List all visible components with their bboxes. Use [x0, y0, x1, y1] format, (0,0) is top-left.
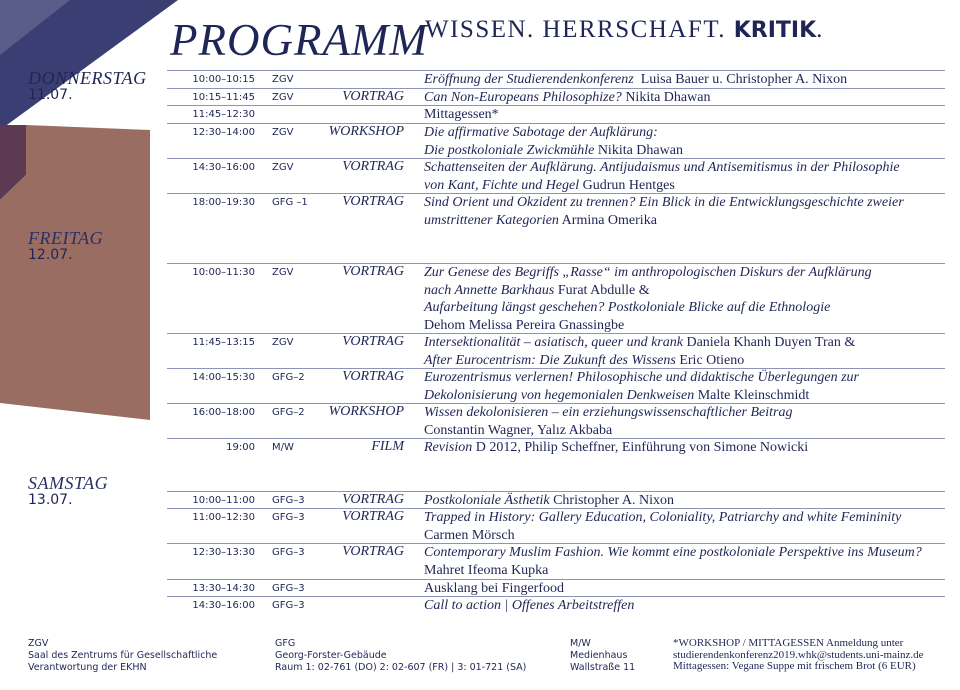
footer-line: M/W	[570, 638, 591, 649]
schedule-row	[167, 333, 945, 368]
content-line	[424, 282, 872, 300]
content-line	[424, 527, 901, 545]
footer-line: Medienhaus	[570, 650, 628, 661]
schedule-row	[167, 579, 945, 597]
footer-line: Saal des Zentrums für Gesellschaftliche	[28, 650, 218, 661]
row-type: WORKSHOP	[328, 404, 404, 419]
row-type: VORTRAG	[342, 194, 404, 209]
content-line	[424, 544, 922, 562]
speaker-text: Malte Kleinschmidt	[694, 387, 810, 403]
page-tagline	[425, 16, 824, 44]
content-line	[424, 387, 859, 405]
footer-line: Wallstraße 11	[570, 662, 636, 673]
talk-title: umstrittener Kategorien	[424, 212, 559, 228]
talk-title: Revision	[424, 440, 473, 455]
speaker-text: Carmen Mörsch	[424, 527, 515, 543]
footer-line: GFG	[275, 638, 296, 649]
content-line	[424, 439, 808, 457]
decorative-shapes	[0, 0, 180, 430]
row-location: GFG–3	[272, 512, 305, 523]
speaker-text: Gudrun Hentges	[579, 177, 675, 193]
row-type: VORTRAG	[342, 159, 404, 174]
schedule-row	[167, 543, 945, 578]
content-line	[424, 580, 564, 598]
content-line	[424, 177, 900, 195]
row-time: 18:00–19:30	[192, 197, 255, 208]
footer-line: ZGV	[28, 638, 49, 649]
speaker-text: Dehom Melissa Pereira Gnassingbe	[424, 317, 625, 333]
row-time: 11:00–12:30	[192, 512, 255, 523]
content-line	[424, 194, 904, 212]
schedule-row	[167, 70, 945, 88]
talk-title: Trapped in History: Gallery Education, Coloniality, Patriarchy and white Femininity	[424, 510, 902, 525]
row-type: VORTRAG	[342, 369, 404, 384]
talk-title: Dekolonisierung von hegemonialen Denkweisen	[424, 387, 695, 403]
tagline-brand: KRITIK	[733, 18, 817, 43]
row-content	[424, 124, 683, 159]
footer-line: *WORKSHOP / MITTAGESSEN Anmeldung unter	[673, 637, 904, 649]
row-time: 12:30–14:00	[192, 127, 255, 138]
content-line	[424, 404, 792, 422]
talk-title: Contemporary Muslim Fashion. Wie kommt eine postkoloniale Perspektive ins Museum?	[424, 545, 922, 560]
row-time: 10:00–11:00	[192, 495, 255, 506]
row-location: GFG–2	[272, 372, 305, 383]
row-location: GFG–3	[272, 495, 305, 506]
footer-line: Raum 1: 02-761 (DO) 2: 02-607 (FR) | 3: 01-721 (SA)	[275, 662, 527, 673]
row-type: VORTRAG	[342, 509, 404, 524]
row-content	[424, 439, 808, 457]
speaker-text: D 2012, Philip Scheffner, Einführung von Simone Nowicki	[472, 440, 809, 455]
schedule-row	[167, 596, 945, 614]
talk-title: nach Annette Barkhaus	[424, 282, 555, 298]
row-location: GFG–2	[272, 407, 305, 418]
row-content	[424, 509, 901, 544]
row-type: VORTRAG	[342, 334, 404, 349]
row-location: ZGV	[272, 92, 294, 103]
row-time: 19:00	[226, 442, 255, 453]
speaker-text: Constantin Wagner, Yalız Akbaba	[424, 422, 613, 438]
row-content	[424, 264, 872, 334]
talk-title: von Kant, Fichte und Hegel	[424, 177, 580, 193]
speaker-text: Eric Otieno	[675, 352, 745, 368]
day-date: 13.07.	[28, 492, 73, 508]
content-line	[424, 142, 683, 160]
talk-title: Wissen dekolonisieren – ein erziehungswissenschaftlicher Beitrag	[424, 405, 793, 420]
talk-title: Die affirmative Sabotage der Aufklärung:	[424, 125, 658, 140]
footer-line: studierendenkonferenz2019.whk@students.uni-mainz.de	[673, 648, 924, 661]
day-name: FREITAG	[28, 228, 104, 248]
row-time: 11:45–13:15	[192, 337, 255, 348]
day-date: 11.07.	[28, 87, 73, 103]
tagline-text: WISSEN. HERRSCHAFT.	[425, 16, 726, 43]
row-content	[424, 194, 904, 229]
row-content	[424, 580, 564, 598]
footer-note	[673, 638, 924, 673]
content-line	[424, 264, 872, 282]
talk-title: Eurozentrismus verlernen! Philosophische und didaktische Überlegungen zur	[424, 370, 859, 385]
page-title: PROGRAMM	[170, 15, 428, 65]
content-line	[424, 597, 634, 615]
speaker-text: Christopher A. Nixon	[549, 493, 675, 508]
row-content	[424, 597, 634, 615]
footer-line: Mittagessen: Vegane Suppe mit frischem Brot (6 EUR)	[673, 660, 916, 672]
talk-title: Zur Genese des Begriffs „Rasse“ im anthropologischen Diskurs der Aufklärung	[424, 265, 872, 280]
row-location: ZGV	[272, 337, 294, 348]
row-location: ZGV	[272, 74, 294, 85]
row-content	[424, 159, 900, 194]
speaker-text: Nikita Dhawan	[594, 142, 683, 158]
row-type: VORTRAG	[342, 544, 404, 559]
content-line	[424, 89, 710, 107]
row-time: 14:30–16:00	[192, 162, 255, 173]
row-type: VORTRAG	[342, 492, 404, 507]
talk-title: Postkoloniale Ästhetik	[424, 493, 550, 508]
row-time: 14:00–15:30	[192, 372, 255, 383]
row-time: 13:30–14:30	[192, 583, 255, 594]
row-time: 10:00–10:15	[192, 74, 255, 85]
content-line	[424, 352, 855, 370]
speaker-text: Nikita Dhawan	[621, 90, 711, 105]
talk-title: After Eurocentrism: Die Zukunft des Wissens	[424, 352, 676, 368]
content-line	[424, 317, 872, 335]
row-time: 10:15–11:45	[192, 92, 255, 103]
row-type: VORTRAG	[342, 89, 404, 104]
footer-line: Verantwortung der EKHN	[28, 662, 147, 673]
row-location: ZGV	[272, 162, 294, 173]
row-location: GFG–3	[272, 583, 305, 594]
content-line	[424, 71, 847, 89]
day-label-saturday	[28, 473, 108, 508]
day-label-thursday	[28, 68, 147, 103]
talk-title: Aufarbeitung längst geschehen? Postkoloniale Blicke auf die Ethnologie	[424, 300, 831, 315]
schedule-row	[167, 403, 945, 438]
content-line	[424, 492, 674, 510]
speaker-text: Luisa Bauer u. Christopher A. Nixon	[633, 72, 848, 87]
footer-mw	[570, 638, 635, 674]
content-line	[424, 124, 683, 142]
row-location: GFG–3	[272, 547, 305, 558]
speaker-text: Mittagessen*	[424, 107, 499, 122]
day-label-friday	[28, 228, 103, 263]
footer-gfg	[275, 638, 526, 674]
schedule-row	[167, 491, 945, 509]
row-type: VORTRAG	[342, 264, 404, 279]
day-name: SAMSTAG	[28, 473, 109, 493]
footer-line: Georg-Forster-Gebäude	[275, 650, 387, 661]
content-line	[424, 422, 792, 440]
row-location: M/W	[272, 442, 294, 453]
speaker-text: Furat Abdulle &	[554, 282, 650, 298]
row-content	[424, 71, 847, 89]
talk-title: Sind Orient und Okzident zu trennen? Ein Blick in die Entwicklungsgeschichte zweier	[424, 195, 904, 210]
tagline-end: .	[816, 16, 824, 43]
row-content	[424, 369, 859, 404]
talk-title: Schattenseiten der Aufklärung. Antijudaismus und Antisemitismus in der Philosophie	[424, 160, 900, 175]
talk-title: Eröffnung der Studierendenkonferenz	[424, 72, 634, 87]
talk-title: Can Non-Europeans Philosophize?	[424, 90, 622, 105]
row-type: FILM	[371, 439, 404, 454]
schedule-row	[167, 193, 945, 228]
speaker-text: Mahret Ifeoma Kupka	[424, 562, 549, 578]
day-name: DONNERSTAG	[28, 68, 147, 88]
content-line	[424, 106, 499, 124]
row-content	[424, 544, 922, 579]
schedule-row	[167, 508, 945, 543]
content-line	[424, 509, 901, 527]
talk-title: Intersektionalität – asiatisch, queer und krank	[424, 335, 683, 350]
schedule-row	[167, 105, 945, 123]
schedule-row	[167, 88, 945, 106]
row-location: GFG–3	[272, 600, 305, 611]
row-time: 12:30–13:30	[192, 547, 255, 558]
talk-title: Call to action | Offenes Arbeitstreffen	[424, 598, 635, 613]
schedule-row	[167, 263, 945, 333]
content-line	[424, 562, 922, 580]
schedule-row	[167, 158, 945, 193]
row-time: 14:30–16:00	[192, 600, 255, 611]
content-line	[424, 159, 900, 177]
talk-title: Die postkoloniale Zwickmühle	[424, 142, 595, 158]
speaker-text: Daniela Khanh Duyen Tran &	[682, 335, 856, 350]
row-time: 11:45–12:30	[192, 109, 255, 120]
row-content	[424, 334, 855, 369]
speaker-text: Ausklang bei Fingerfood	[424, 581, 564, 596]
row-time: 16:00–18:00	[192, 407, 255, 418]
footer-zgv	[28, 638, 217, 674]
row-type: WORKSHOP	[328, 124, 404, 139]
content-line	[424, 334, 855, 352]
row-location: GFG –1	[272, 197, 308, 208]
content-line	[424, 369, 859, 387]
row-content	[424, 492, 674, 510]
row-content	[424, 89, 710, 107]
day-date: 12.07.	[28, 247, 73, 263]
row-time: 10:00–11:30	[192, 267, 255, 278]
row-location: ZGV	[272, 127, 294, 138]
speaker-text: Armina Omerika	[558, 212, 657, 228]
row-content	[424, 404, 792, 439]
row-location: ZGV	[272, 267, 294, 278]
content-line	[424, 299, 872, 317]
schedule-row	[167, 438, 945, 456]
content-line	[424, 212, 904, 230]
schedule-row	[167, 123, 945, 158]
row-content	[424, 106, 499, 124]
schedule-row	[167, 368, 945, 403]
